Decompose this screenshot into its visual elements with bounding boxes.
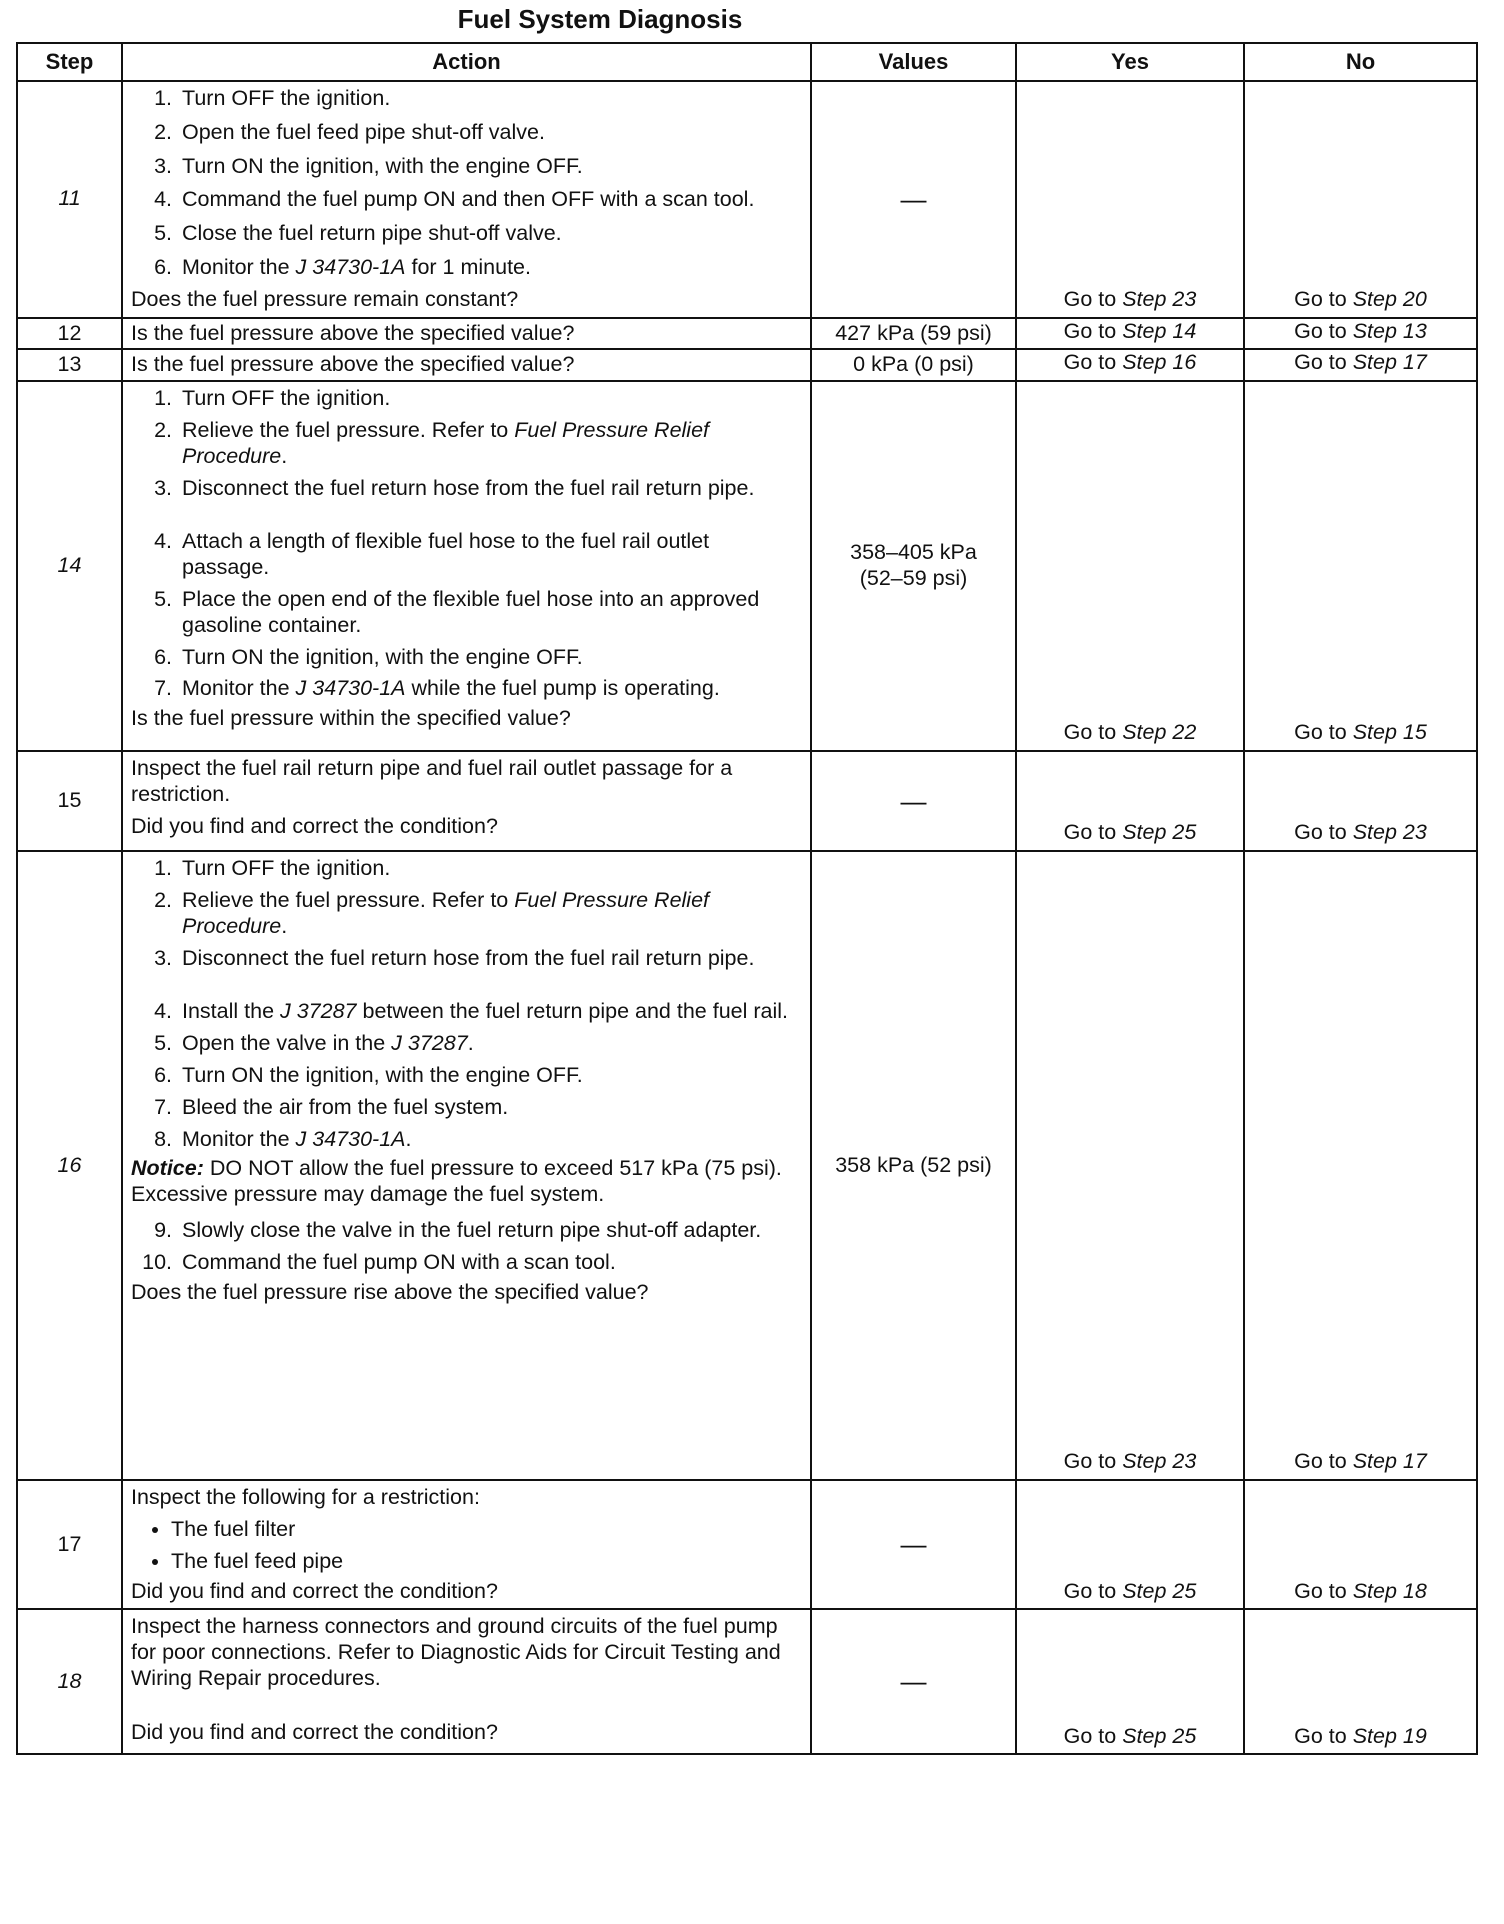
- procedure-step: 4. Install the J 37287 between the fuel return pipe and the fuel rail.: [178, 999, 802, 1025]
- procedure-step: 5. Open the valve in the J 37287.: [178, 1031, 802, 1057]
- value-cell: 427 kPa (59 psi): [811, 318, 1016, 350]
- procedure-step: 6. Turn ON the ignition, with the engine OFF.: [178, 1063, 802, 1089]
- step-text: for 1 minute.: [405, 254, 531, 279]
- question-text: Did you find and correct the condition?: [131, 1578, 498, 1603]
- yes-cell: [1016, 381, 1244, 751]
- procedure-list: [131, 856, 802, 1152]
- procedure-step: 1. Turn OFF the ignition.: [178, 856, 802, 882]
- list-item: • The fuel filter: [171, 1517, 802, 1543]
- procedure-step: 1. Turn OFF the ignition.: [178, 86, 802, 112]
- no-cell: [1244, 1609, 1477, 1754]
- question-text: Is the fuel pressure above the specified value?: [131, 352, 575, 377]
- step-number: 15: [17, 751, 122, 851]
- header-values: Values: [811, 43, 1016, 81]
- tool-reference: J 34730-1A: [295, 254, 406, 279]
- procedure-step: 3. Turn ON the ignition, with the engine OFF.: [178, 154, 802, 180]
- tool-reference: J 37287: [280, 999, 357, 1024]
- goto-link[interactable]: Go to Step 18: [1294, 1578, 1427, 1603]
- procedure-step: 2. Relieve the fuel pressure. Refer to Fuel Pressure Relief Procedure.: [178, 418, 802, 470]
- action-cell: [122, 1480, 811, 1609]
- question-text: Does the fuel pressure rise above the specified value?: [131, 1279, 649, 1304]
- table-row: [17, 318, 1477, 350]
- no-cell: [1244, 751, 1477, 851]
- reference-link: Fuel Pressure Relief Procedure: [182, 417, 710, 468]
- procedure-step: 3. Disconnect the fuel return hose from the fuel rail return pipe.: [178, 946, 802, 972]
- yes-cell: [1016, 81, 1244, 318]
- instruction-text: Inspect the harness connectors and ground circuits of the fuel pump for poor connections. Refer to Diagnostic Aids for Circuit Testing and Wiring Repair procedures.: [131, 1614, 781, 1690]
- table-row: [17, 381, 1477, 751]
- step-text: Monitor the: [182, 254, 296, 279]
- goto-link[interactable]: Go to Step 17: [1294, 350, 1427, 375]
- value-cell: —: [811, 1480, 1016, 1609]
- goto-link[interactable]: Go to Step 13: [1294, 318, 1427, 343]
- instruction-text: Inspect the fuel rail return pipe and fuel rail outlet passage for a restriction.: [131, 756, 733, 806]
- table-row: [17, 751, 1477, 851]
- no-cell: [1244, 81, 1477, 318]
- table-row: [17, 1609, 1477, 1754]
- goto-link[interactable]: Go to Step 19: [1294, 1723, 1427, 1748]
- yes-cell: [1016, 1480, 1244, 1609]
- tool-reference: J 34730-1A: [295, 1126, 406, 1151]
- value-cell: —: [811, 751, 1016, 851]
- no-cell: [1244, 349, 1477, 381]
- procedure-step: 5. Place the open end of the flexible fuel hose into an approved gasoline container.: [178, 587, 802, 639]
- header-action: Action: [122, 43, 811, 81]
- list-item: • The fuel feed pipe: [171, 1549, 802, 1575]
- no-cell: [1244, 318, 1477, 350]
- notice-text: DO NOT allow the fuel pressure to exceed 517 kPa (75 psi). Excessive pressure may damage the fuel system.: [131, 1156, 782, 1207]
- table-row: [17, 1480, 1477, 1609]
- procedure-step: 10. Command the fuel pump ON with a scan tool.: [178, 1250, 802, 1276]
- step-number: 11: [17, 81, 122, 318]
- procedure-step: 1. Turn OFF the ignition.: [178, 386, 802, 412]
- step-number: 18: [17, 1609, 122, 1754]
- header-step: Step: [17, 43, 122, 81]
- procedure-step: 4. Command the fuel pump ON and then OFF with a scan tool.: [178, 187, 802, 213]
- action-cell: [122, 851, 811, 1480]
- procedure-list: [131, 386, 802, 702]
- action-cell: [122, 1609, 811, 1754]
- goto-link[interactable]: Go to Step 25: [1063, 1578, 1197, 1603]
- header-yes: Yes: [1016, 43, 1244, 81]
- procedure-list: [131, 1218, 802, 1276]
- no-cell: [1244, 851, 1477, 1480]
- procedure-step: 5. Close the fuel return pipe shut-off valve.: [178, 221, 802, 247]
- yes-cell: [1016, 1609, 1244, 1754]
- tool-reference: J 37287: [391, 1031, 468, 1056]
- action-cell: [122, 751, 811, 851]
- yes-cell: [1016, 349, 1244, 381]
- question-text: Is the fuel pressure within the specified value?: [131, 706, 571, 731]
- tool-reference: J 34730-1A: [295, 676, 406, 701]
- yes-cell: [1016, 318, 1244, 350]
- step-number: 16: [17, 851, 122, 1480]
- value-cell: 0 kPa (0 psi): [811, 349, 1016, 381]
- bullet-list: [131, 1517, 802, 1575]
- yes-cell: [1016, 751, 1244, 851]
- procedure-step: 7. Bleed the air from the fuel system.: [178, 1095, 802, 1121]
- reference-link: Fuel Pressure Relief Procedure: [182, 887, 710, 938]
- procedure-step: 7. Monitor the J 34730-1A while the fuel pump is operating.: [178, 676, 802, 702]
- procedure-step: 6. Turn ON the ignition, with the engine OFF.: [178, 645, 802, 671]
- procedure-step: 4. Attach a length of flexible fuel hose to the fuel rail outlet passage.: [178, 529, 802, 581]
- value-cell: 358 kPa (52 psi): [811, 851, 1016, 1480]
- goto-link[interactable]: Go to Step 20: [1294, 286, 1427, 311]
- procedure-step: 3. Disconnect the fuel return hose from the fuel rail return pipe.: [178, 476, 802, 502]
- goto-link[interactable]: Go to Step 15: [1294, 720, 1427, 745]
- goto-link[interactable]: Go to Step 23: [1294, 820, 1427, 845]
- action-cell: [122, 349, 811, 381]
- step-number: 13: [17, 349, 122, 381]
- goto-link[interactable]: Go to Step 23: [1063, 1449, 1197, 1474]
- value-cell: —: [811, 81, 1016, 318]
- procedure-list: [131, 86, 802, 281]
- procedure-step: 9. Slowly close the valve in the fuel return pipe shut-off adapter.: [178, 1218, 802, 1244]
- notice-block: [131, 1156, 802, 1208]
- goto-link[interactable]: Go to Step 25: [1063, 1723, 1197, 1748]
- table-row: [17, 81, 1477, 318]
- action-cell: [122, 318, 811, 350]
- no-cell: [1244, 1480, 1477, 1609]
- page-title: Fuel System Diagnosis: [457, 4, 743, 34]
- instruction-text: Inspect the following for a restriction:: [131, 1485, 480, 1510]
- question-text: Does the fuel pressure remain constant?: [131, 286, 519, 311]
- action-cell: [122, 81, 811, 318]
- procedure-step: 2. Open the fuel feed pipe shut-off valve.: [178, 120, 802, 146]
- goto-link[interactable]: Go to Step 23: [1063, 286, 1197, 311]
- procedure-step: 2. Relieve the fuel pressure. Refer to Fuel Pressure Relief Procedure.: [178, 888, 802, 940]
- table-header-row: [17, 43, 1477, 81]
- table-row: [17, 349, 1477, 381]
- step-number: 17: [17, 1480, 122, 1609]
- step-number: 12: [17, 318, 122, 350]
- question-text: Did you find and correct the condition?: [131, 1719, 498, 1744]
- question-text: Is the fuel pressure above the specified value?: [131, 320, 575, 345]
- no-cell: [1244, 381, 1477, 751]
- goto-link[interactable]: Go to Step 17: [1294, 1449, 1427, 1474]
- goto-link[interactable]: Go to Step 22: [1063, 720, 1197, 745]
- value-line: 358–405 kPa: [850, 540, 977, 565]
- goto-link[interactable]: Go to Step 16: [1063, 350, 1197, 375]
- header-no: No: [1244, 43, 1477, 81]
- yes-cell: [1016, 851, 1244, 1480]
- goto-link[interactable]: Go to Step 25: [1063, 820, 1197, 845]
- value-cell: —: [811, 1609, 1016, 1754]
- question-text: Did you find and correct the condition?: [131, 813, 498, 838]
- value-line: (52–59 psi): [859, 566, 968, 591]
- diagnosis-table: [16, 42, 1478, 1755]
- notice-label: Notice:: [131, 1156, 204, 1181]
- action-cell: [122, 381, 811, 751]
- goto-link[interactable]: Go to Step 14: [1063, 318, 1197, 343]
- value-cell: [811, 381, 1016, 751]
- procedure-step: 8. Monitor the J 34730-1A.: [178, 1127, 802, 1153]
- procedure-step: [178, 255, 802, 281]
- table-row: [17, 851, 1477, 1480]
- step-number: 14: [17, 381, 122, 751]
